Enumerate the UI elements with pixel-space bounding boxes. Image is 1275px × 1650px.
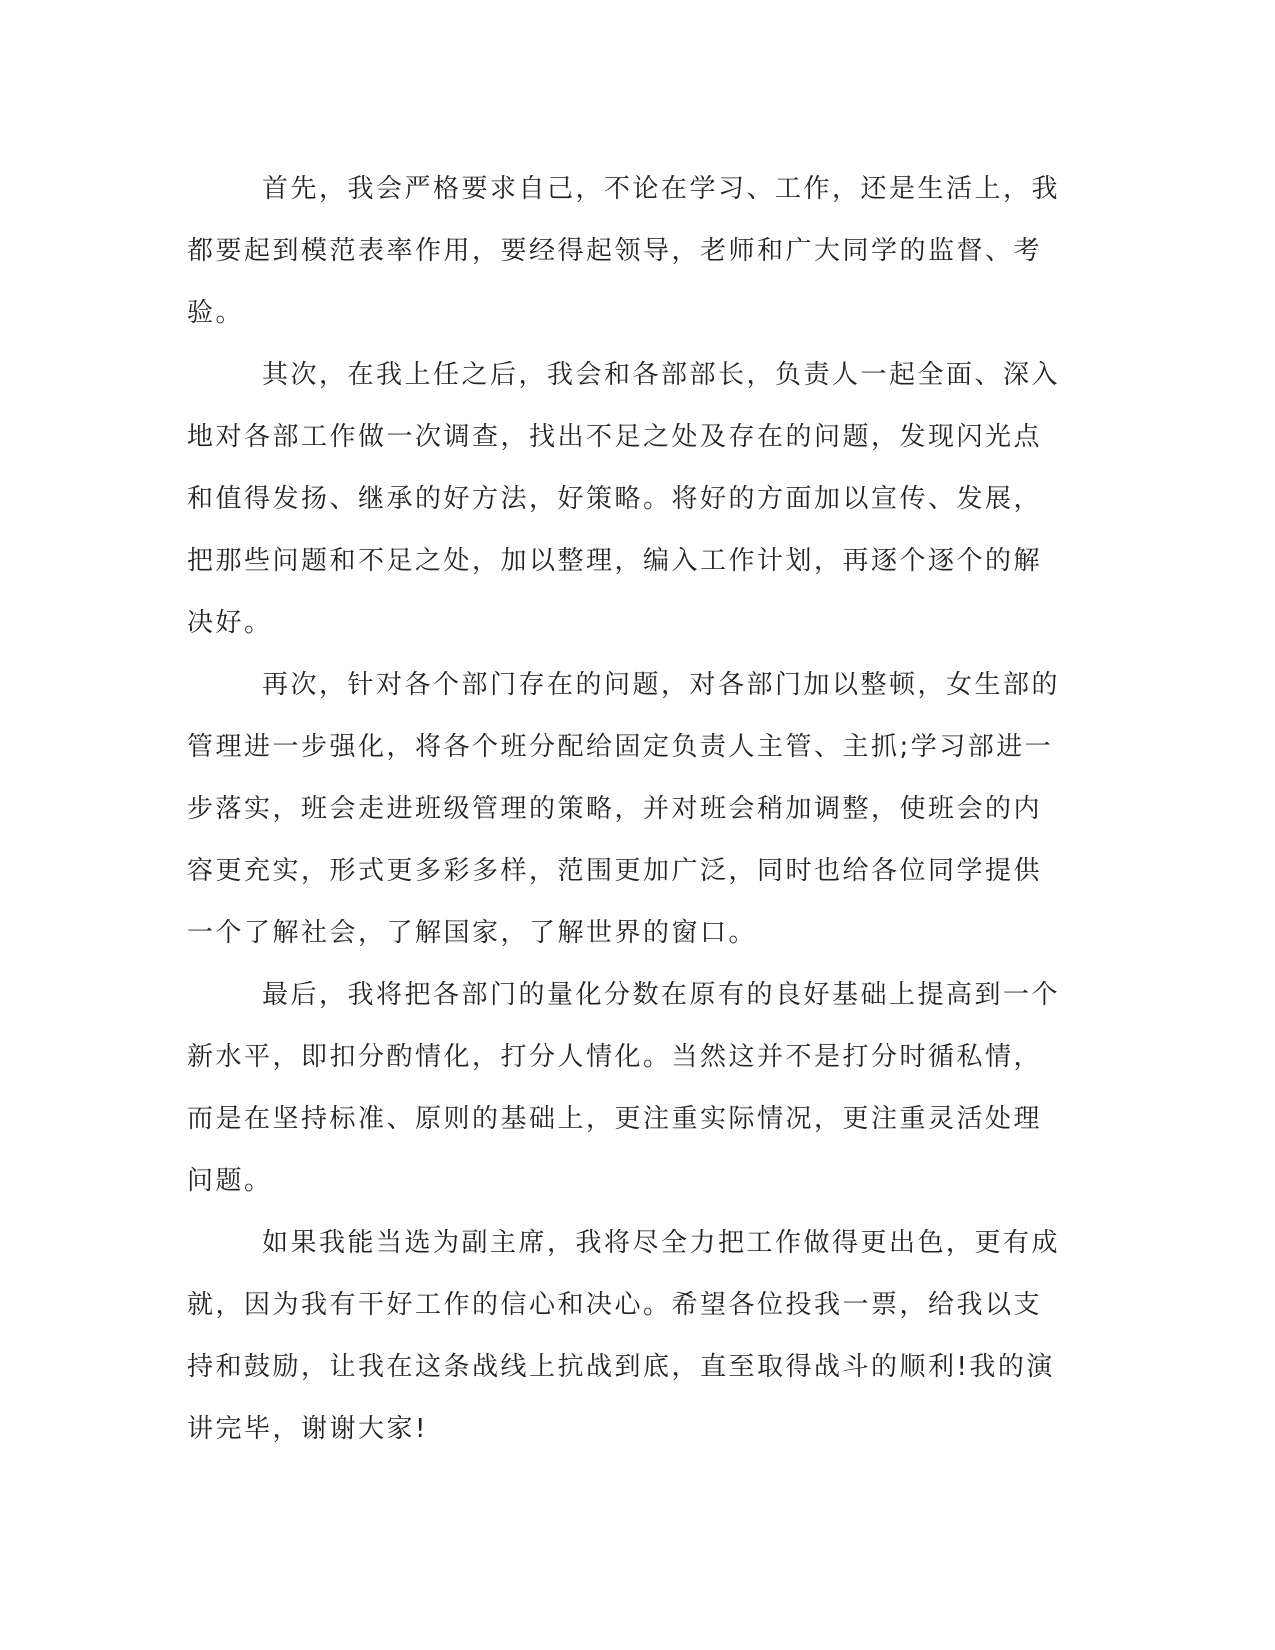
text-line: 如果我能当选为副主席，我将尽全力把工作做得更出色，更有成	[262, 1228, 1061, 1258]
paragraph-finally	[187, 964, 1067, 1212]
text-line: 一个了解社会，了解国家，了解世界的窗口。	[187, 918, 758, 948]
paragraph-thirdly	[187, 654, 1067, 964]
paragraph-secondly	[187, 344, 1067, 654]
text-line: 都要起到模范表率作用，要经得起领导，老师和广大同学的监督、考	[187, 236, 1043, 266]
paragraph-firstly	[187, 158, 1067, 344]
text-line: 和值得发扬、继承的好方法，好策略。将好的方面加以宣传、发展，	[187, 484, 1043, 514]
text-line: 而是在坚持标准、原则的基础上，更注重实际情况，更注重灵活处理	[187, 1104, 1043, 1134]
text-line: 问题。	[187, 1166, 273, 1196]
text-line: 再次，针对各个部门存在的问题，对各部门加以整顿，女生部的	[262, 670, 1061, 700]
text-line: 首先，我会严格要求自己，不论在学习、工作，还是生活上，我	[262, 174, 1061, 204]
text-line: 最后，我将把各部门的量化分数在原有的良好基础上提高到一个	[262, 980, 1061, 1010]
paragraph-closing	[187, 1212, 1067, 1460]
text-line: 持和鼓励，让我在这条战线上抗战到底，直至取得战斗的顺利!我的演	[187, 1352, 1055, 1382]
text-line: 验。	[187, 298, 245, 328]
text-line: 地对各部工作做一次调查，找出不足之处及存在的问题，发现闪光点	[187, 422, 1043, 452]
text-line: 容更充实，形式更多彩多样，范围更加广泛，同时也给各位同学提供	[187, 856, 1043, 886]
text-line: 管理进一步强化，将各个班分配给固定负责人主管、主抓;学习部进一	[187, 732, 1054, 762]
text-line: 决好。	[187, 608, 273, 638]
text-line: 把那些问题和不足之处，加以整理，编入工作计划，再逐个逐个的解	[187, 546, 1043, 576]
text-line: 步落实，班会走进班级管理的策略，并对班会稍加调整，使班会的内	[187, 794, 1043, 824]
text-line: 其次，在我上任之后，我会和各部部长，负责人一起全面、深入	[262, 360, 1061, 390]
text-line: 新水平，即扣分酌情化，打分人情化。当然这并不是打分时循私情，	[187, 1042, 1043, 1072]
document-body	[187, 158, 1067, 1460]
text-line: 讲完毕，谢谢大家!	[187, 1414, 428, 1444]
text-line: 就，因为我有干好工作的信心和决心。希望各位投我一票，给我以支	[187, 1290, 1043, 1320]
